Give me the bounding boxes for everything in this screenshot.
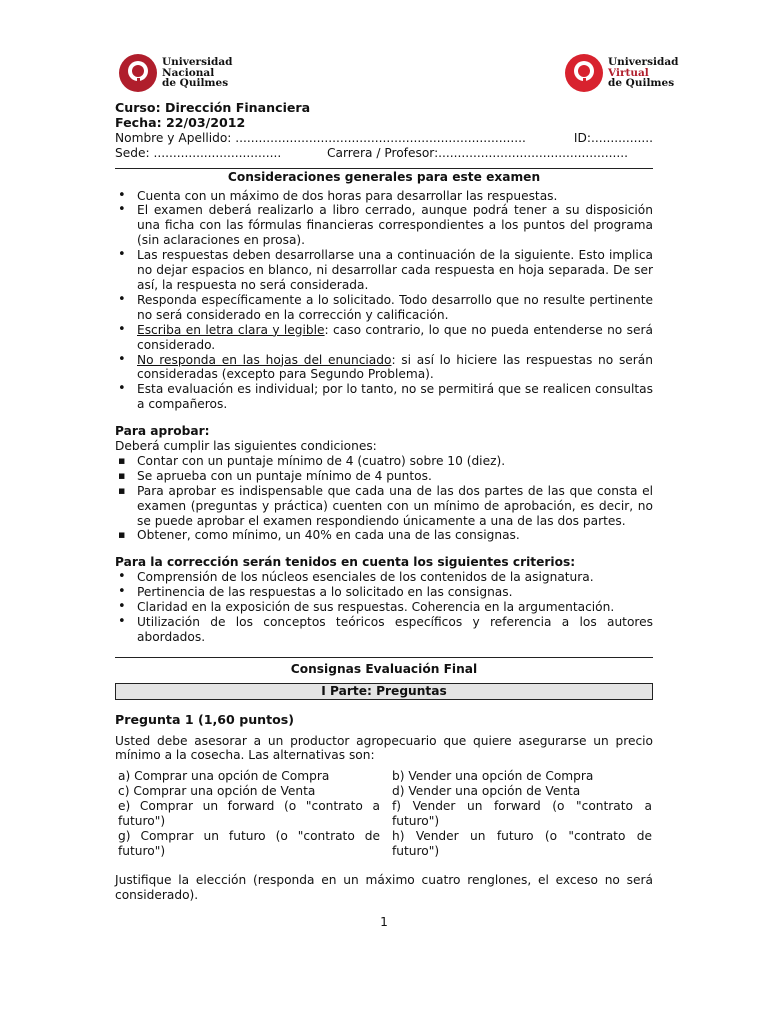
exam-content [115, 101, 653, 903]
id-field: ID:................ [573, 130, 653, 145]
logo-left-line1: Universidad [162, 56, 233, 69]
list-item: • Cuenta con un máximo de dos horas para desarrollar las respuestas. [115, 189, 653, 204]
option-h: h) Vender un futuro (o "contrato de futuro") [392, 828, 652, 858]
exam-date: Fecha: 22/03/2012 [115, 114, 246, 130]
option-a: a) Comprar una opción de Compra [118, 769, 330, 784]
option-g: g) Comprar un futuro (o "contrato de futuro") [118, 828, 380, 858]
list-item: • Comprensión de los núcleos esenciales de los contenidos de la asignatura. [115, 570, 653, 585]
consignas-title: Consignas Evaluación Final [290, 661, 478, 676]
option-d: d) Vender una opción de Venta [392, 784, 581, 799]
logo-left-line2: Nacional [162, 66, 215, 79]
criterios-list [115, 570, 653, 645]
list-item: • Pertinencia de las respuestas a lo solicitado en las consignas. [115, 585, 653, 600]
consideraciones-title: Consideraciones generales para este examen [227, 169, 541, 184]
logo-right-line3: de Quilmes [608, 77, 675, 90]
consideraciones-list [115, 189, 653, 413]
logo-right-line2: Virtual [608, 66, 649, 79]
course-name: Curso: Dirección Financiera [115, 100, 311, 115]
question-1-title: Pregunta 1 (1,60 puntos) [115, 711, 295, 727]
question-1-options [118, 769, 653, 858]
sede-field: Sede: ................................. [115, 145, 282, 160]
aprobar-heading: Para aprobar: [115, 424, 210, 439]
logo-unq [117, 50, 232, 96]
aprobar-intro: Deberá cumplir las siguientes condiciones: [115, 439, 377, 454]
list-item: • Utilización de los conceptos teóricos específicos y referencia a los autores abordados. [115, 615, 653, 645]
sede-line [115, 146, 653, 161]
list-item: ▪ Contar con un puntaje mínimo de 4 (cuatro) sobre 10 (diez). [115, 454, 653, 469]
option-f: f) Vender un forward (o "contrato a futuro") [392, 799, 652, 829]
list-item: ▪ Se aprueba con un puntaje mínimo de 4 puntos. [115, 469, 653, 484]
name-field: Nombre y Apellido: ........................................................................... [115, 130, 526, 145]
option-b: b) Vender una opción de Compra [392, 769, 594, 784]
list-item: ▪ Para aprobar es indispensable que cada una de las dos partes de las que consta el examen (preguntas y práctica) cuenten con un mínimo de aprobación, es decir, no se puede aprobar el examen respondiendo únicamente a una de las dos partes. [115, 484, 653, 529]
question-1-text: Usted debe asesorar a un productor agropecuario que quiere asegurarse un precio mínimo a la cosecha. Las alternativas son: [115, 733, 653, 763]
name-id-line [115, 131, 653, 146]
divider [115, 168, 653, 169]
list-item: • Responda específicamente a lo solicitado. Todo desarrollo que no resulte pertinente no será considerado en la corrección y calificación. [115, 293, 653, 323]
logo-right-line1: Universidad [608, 56, 679, 69]
carrera-field: Carrera / Profesor:................................................. [327, 145, 629, 160]
question-1-instruction: Justifique la elección (responda en un máximo cuatro renglones, el exceso no será considerado). [115, 872, 653, 902]
divider [115, 657, 653, 658]
criterios-heading: Para la corrección serán tenidos en cuenta los siguientes criterios: [115, 555, 576, 570]
list-item: • Las respuestas deben desarrollarse una a continuación de la siguiente. Esto implica no dejar espacios en blanco, ni desarrollar cada respuesta en hoja separada. De ser así, la respuesta no será considerada. [115, 248, 653, 293]
logo-left-line3: de Quilmes [162, 77, 229, 90]
list-item: • No responda en las hojas del enunciado: si así lo hiciere las respuestas no serán consideradas (excepto para Segundo Problema). [115, 353, 653, 383]
option-c: c) Comprar una opción de Venta [118, 784, 316, 799]
option-e: e) Comprar un forward (o "contrato a futuro") [118, 799, 380, 829]
list-item: ▪ Obtener, como mínimo, un 40% en cada una de las consignas. [115, 528, 653, 543]
unq-emblem-icon [117, 52, 159, 94]
page-number: 1 [380, 915, 388, 929]
list-item: • Esta evaluación es individual; por lo tanto, no se permitirá que se realicen consultas a compañeros. [115, 382, 653, 412]
uvq-emblem-icon [563, 52, 605, 94]
part-one-box: I Parte: Preguntas [115, 683, 653, 700]
aprobar-list [115, 454, 653, 543]
logo-uvq [563, 50, 678, 96]
list-item: • El examen deberá realizarlo a libro cerrado, aunque podrá tener a su disposición una ficha con las fórmulas financieras correspondientes a los puntos del programa (sin aclaraciones en prosa). [115, 203, 653, 248]
list-item: • Escriba en letra clara y legible: caso contrario, lo que no pueda entenderse no será considerado. [115, 323, 653, 353]
list-item: • Claridad en la exposición de sus respuestas. Coherencia en la argumentación. [115, 600, 653, 615]
